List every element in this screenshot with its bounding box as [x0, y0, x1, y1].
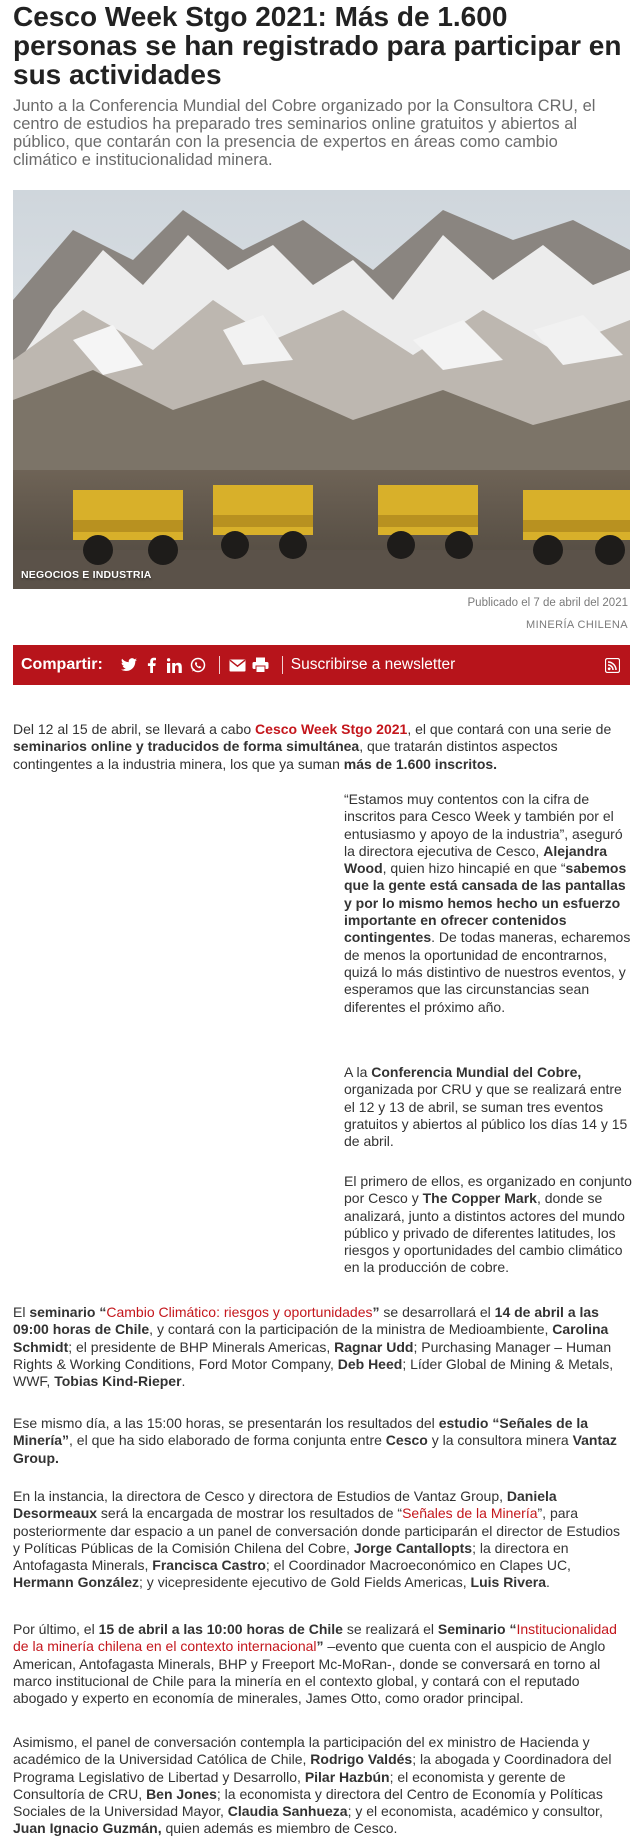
text-run: ; el presidente de BHP Minerals Americas, [68, 1338, 335, 1355]
text-run: se desarrollará el [379, 1304, 495, 1320]
bold-text: Tobias Kind-Rieper [54, 1373, 182, 1390]
article-title: Cesco Week Stgo 2021: Más de 1.600 personas se han registrado para participar en sus actividades [13, 1, 622, 90]
bold-text: 14 de abril a las 09:00 horas de Chile [13, 1304, 599, 1338]
image-category-label: NEGOCIOS E INDUSTRIA [21, 569, 152, 581]
bold-text: Claudia Sanhueza [227, 1803, 348, 1820]
text-run: ; el Coordinador Macroeconómico en Clapes UC, [265, 1557, 571, 1574]
bold-text: ” [372, 1304, 380, 1320]
hero-image [13, 190, 630, 589]
bold-text: Seminario “ [437, 1621, 517, 1637]
text-run: ; Líder Global de Mining & Metals, WWF, [13, 1355, 614, 1390]
twitter-icon[interactable] [119, 655, 139, 675]
bold-text: Juan Ignacio Guzmán, [13, 1820, 162, 1837]
print-icon[interactable] [251, 655, 271, 675]
share-label: Compartir: [21, 656, 103, 673]
body-paragraph-4 [13, 1488, 625, 1592]
text-run: y la consultora minera [427, 1432, 573, 1449]
bold-text: más de 1.600 inscritos. [343, 755, 498, 772]
highlight-text: Cesco Week Stgo 2021 [255, 721, 408, 737]
text-run: En la instancia, la directora de Cesco y directora de Estudios de Vantaz Group, [13, 1488, 507, 1504]
publication-date: Publicado el 7 de abril del 2021 [467, 597, 628, 609]
text-run: , que tratarán distintos aspectos contingentes a la industria minera, los que ya suman [13, 738, 558, 772]
body-paragraph-6 [13, 1734, 625, 1838]
bold-text: Vantaz Group. [13, 1432, 617, 1466]
text-run: Del 12 al 15 de abril, se llevará a cabo [13, 721, 256, 737]
text-run: ”, para posteriormente dar espacio a un panel de conversación donde participarán el director de Estudios y Políticas Públicas de la Comisión Chilena del Cobre, [13, 1505, 621, 1556]
share-bar [13, 645, 630, 685]
text-run: ; la directora en Antofagasta Minerals, [13, 1539, 569, 1574]
newsletter-link[interactable]: Suscribirse a newsletter [290, 656, 456, 673]
quote-paragraph-1 [344, 791, 632, 1016]
body-paragraph-3 [13, 1415, 625, 1467]
text-run: ; la economista y directora del Centro de Economía y Políticas Sociales de la Universidad Mayor, [13, 1785, 603, 1820]
bold-text: Ben Jones [146, 1785, 217, 1802]
text-run: Ese mismo día, a las 15:00 horas, se presentarán los resultados del [13, 1415, 439, 1431]
bold-text: Jorge Cantallopts [353, 1539, 473, 1556]
bold-text: seminario “ [29, 1304, 107, 1320]
whatsapp-icon[interactable] [188, 655, 208, 675]
text-run: “Estamos muy contentos con la cifra de inscritos para Cesco Week y también por el entusiasmo y apoyo de la industria”, aseguró la directora ejecutiva de Cesco, [344, 791, 623, 859]
bold-text: Pilar Hazbún [304, 1768, 390, 1785]
text-run: , quien hizo hincapié en que “ [382, 860, 566, 877]
bold-text: Deb Heed [337, 1355, 403, 1372]
text-run: organizada por CRU y que se realizará entre el 12 y 13 de abril, se suman tres eventos gratuitos y abiertos al público los días 14 y 15 de abril. [344, 1081, 628, 1150]
share-divider [282, 656, 283, 674]
bold-text: Rodrigo Valdés [310, 1751, 413, 1768]
bold-text: Carolina Schmidt [13, 1321, 609, 1355]
inline-link[interactable]: Cambio Climático: riesgos y oportunidades [106, 1304, 373, 1320]
linkedin-icon[interactable] [165, 655, 185, 675]
quote-paragraph-3 [344, 1173, 632, 1277]
text-run: El primero de ellos, es organizado en conjunto por Cesco y [344, 1173, 632, 1207]
text-run: , el que ha sido elaborado de forma conjunta entre [69, 1432, 386, 1449]
text-run: ; y el economista, académico y consultor, [347, 1803, 603, 1820]
bold-text: Alejandra Wood [344, 842, 608, 877]
bold-text: Cesco [385, 1432, 428, 1449]
bold-text: 15 de abril a las 10:00 horas de Chile [98, 1621, 343, 1637]
text-run: Asimismo, el panel de conversación contempla la participación del ex ministro de Hacienda y académico de la Universidad Católica de Chile, [13, 1734, 590, 1768]
text-run: , donde se analizará, junto a distintos actores del mundo público y privado de diferentes latitudes, los riesgos y oportunidades del cambio climático en la producción de cobre. [344, 1190, 625, 1276]
text-run: ; y vicepresidente ejecutivo de Gold Fields Americas, [139, 1574, 471, 1591]
inline-link[interactable]: Señales de la Minería [402, 1505, 538, 1522]
text-run: se realizará el [342, 1621, 438, 1637]
bold-text: Hermann González [13, 1574, 140, 1591]
mine-trucks-photo [13, 190, 630, 589]
text-run: –evento que cuenta con el auspicio de Anglo American, Antofagasta Minerals, BHP y Freeport Mc-MoRan-, donde se conversará en torno al marco institucional de Chile para la minería en el contexto global, y contará con el reputado abogado y experto en economía de minerales, James Otto, como orador principal. [13, 1638, 606, 1707]
rss-icon[interactable] [602, 655, 622, 675]
email-icon[interactable] [228, 655, 248, 675]
source-label: MINERÍA CHILENA [526, 619, 628, 631]
bold-text: ” [316, 1638, 324, 1655]
text-run: será la encargada de mostrar los resultados de “ [97, 1505, 403, 1522]
text-run: , el que contará con una serie de [407, 721, 612, 737]
bold-text: Francisca Castro [152, 1557, 266, 1574]
article-lead: Junto a la Conferencia Mundial del Cobre organizado por la Consultora CRU, el centro de estudios ha preparado tres seminarios online gratuitos y abiertos al público, que contarán con la presencia de expertos en áreas como cambio climático e institucionalidad minera. [13, 97, 596, 169]
text-run: Por último, el [13, 1621, 99, 1637]
bold-text: estudio “Señales de la Minería” [13, 1415, 589, 1449]
facebook-icon[interactable] [142, 655, 162, 675]
bold-text: Luis Rivera [470, 1574, 547, 1591]
body-paragraph-5 [13, 1621, 625, 1707]
bold-text: seminarios online y traducidos de forma simultánea [13, 738, 360, 755]
body-paragraph-2 [13, 1304, 625, 1390]
bold-text: Ragnar Udd [334, 1338, 414, 1355]
bold-text: Daniela Desormeaux [13, 1488, 557, 1522]
inline-link[interactable]: Institucionalidad de la minería chilena en el contexto internacional [13, 1621, 617, 1655]
body-paragraph-1 [13, 721, 625, 773]
text-run: , y contará con la participación de la ministra de Medioambiente, [149, 1321, 553, 1338]
text-run: A la [344, 1064, 372, 1080]
text-run: . De todas maneras, echaremos de menos la oportunidad de encontrarnos, quizá lo más distintivo de nuestros eventos, y esperamos que las circunstancias sean diferentes el próximo año. [344, 929, 631, 1015]
share-divider [219, 656, 220, 674]
bold-text: sabemos que la gente está cansada de las pantallas y por lo mismo hemos hecho un esfuerzo importante en ofrecer contenidos contingentes [344, 860, 627, 946]
text-run: El [13, 1304, 30, 1320]
text-run: . [546, 1574, 550, 1591]
quote-paragraph-2 [344, 1064, 632, 1150]
text-run: ; el economista y gerente de Consultoría de CRU, [13, 1768, 566, 1802]
text-run: . [181, 1373, 186, 1390]
text-run: quien además es miembro de Cesco. [161, 1820, 398, 1837]
text-run: ; Purchasing Manager – Human Rights & Working Conditions, Ford Motor Company, [13, 1338, 612, 1372]
bold-text: Conferencia Mundial del Cobre, [371, 1064, 582, 1080]
bold-text: The Copper Mark [422, 1190, 537, 1207]
text-run: ; la abogada y Coordinadora del Programa Legislativo de Libertad y Desarrollo, [13, 1751, 612, 1785]
